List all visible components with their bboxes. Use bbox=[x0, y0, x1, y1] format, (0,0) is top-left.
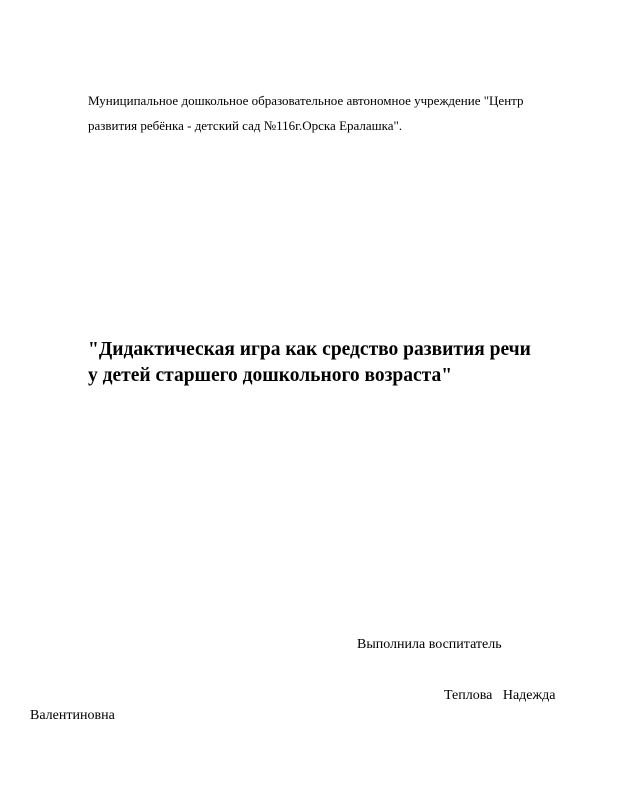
title-line-2: у детей старшего дошкольного возраста" bbox=[88, 365, 453, 386]
author-name-line-1: Теплова Надежда bbox=[444, 688, 556, 703]
document-title bbox=[88, 337, 588, 389]
performed-by-label: Выполнила воспитатель bbox=[357, 637, 502, 652]
institution-line-1: Муниципальное дошкольное образовательное автономное учреждение "Центр bbox=[88, 93, 524, 108]
title-line-1: "Дидактическая игра как средство развития речи bbox=[88, 339, 531, 360]
institution-line-2: развития ребёнка - детский сад №116г.Орска Ералашка". bbox=[88, 118, 403, 133]
author-name-line-2: Валентиновна bbox=[30, 708, 115, 723]
institution-header bbox=[88, 88, 588, 138]
